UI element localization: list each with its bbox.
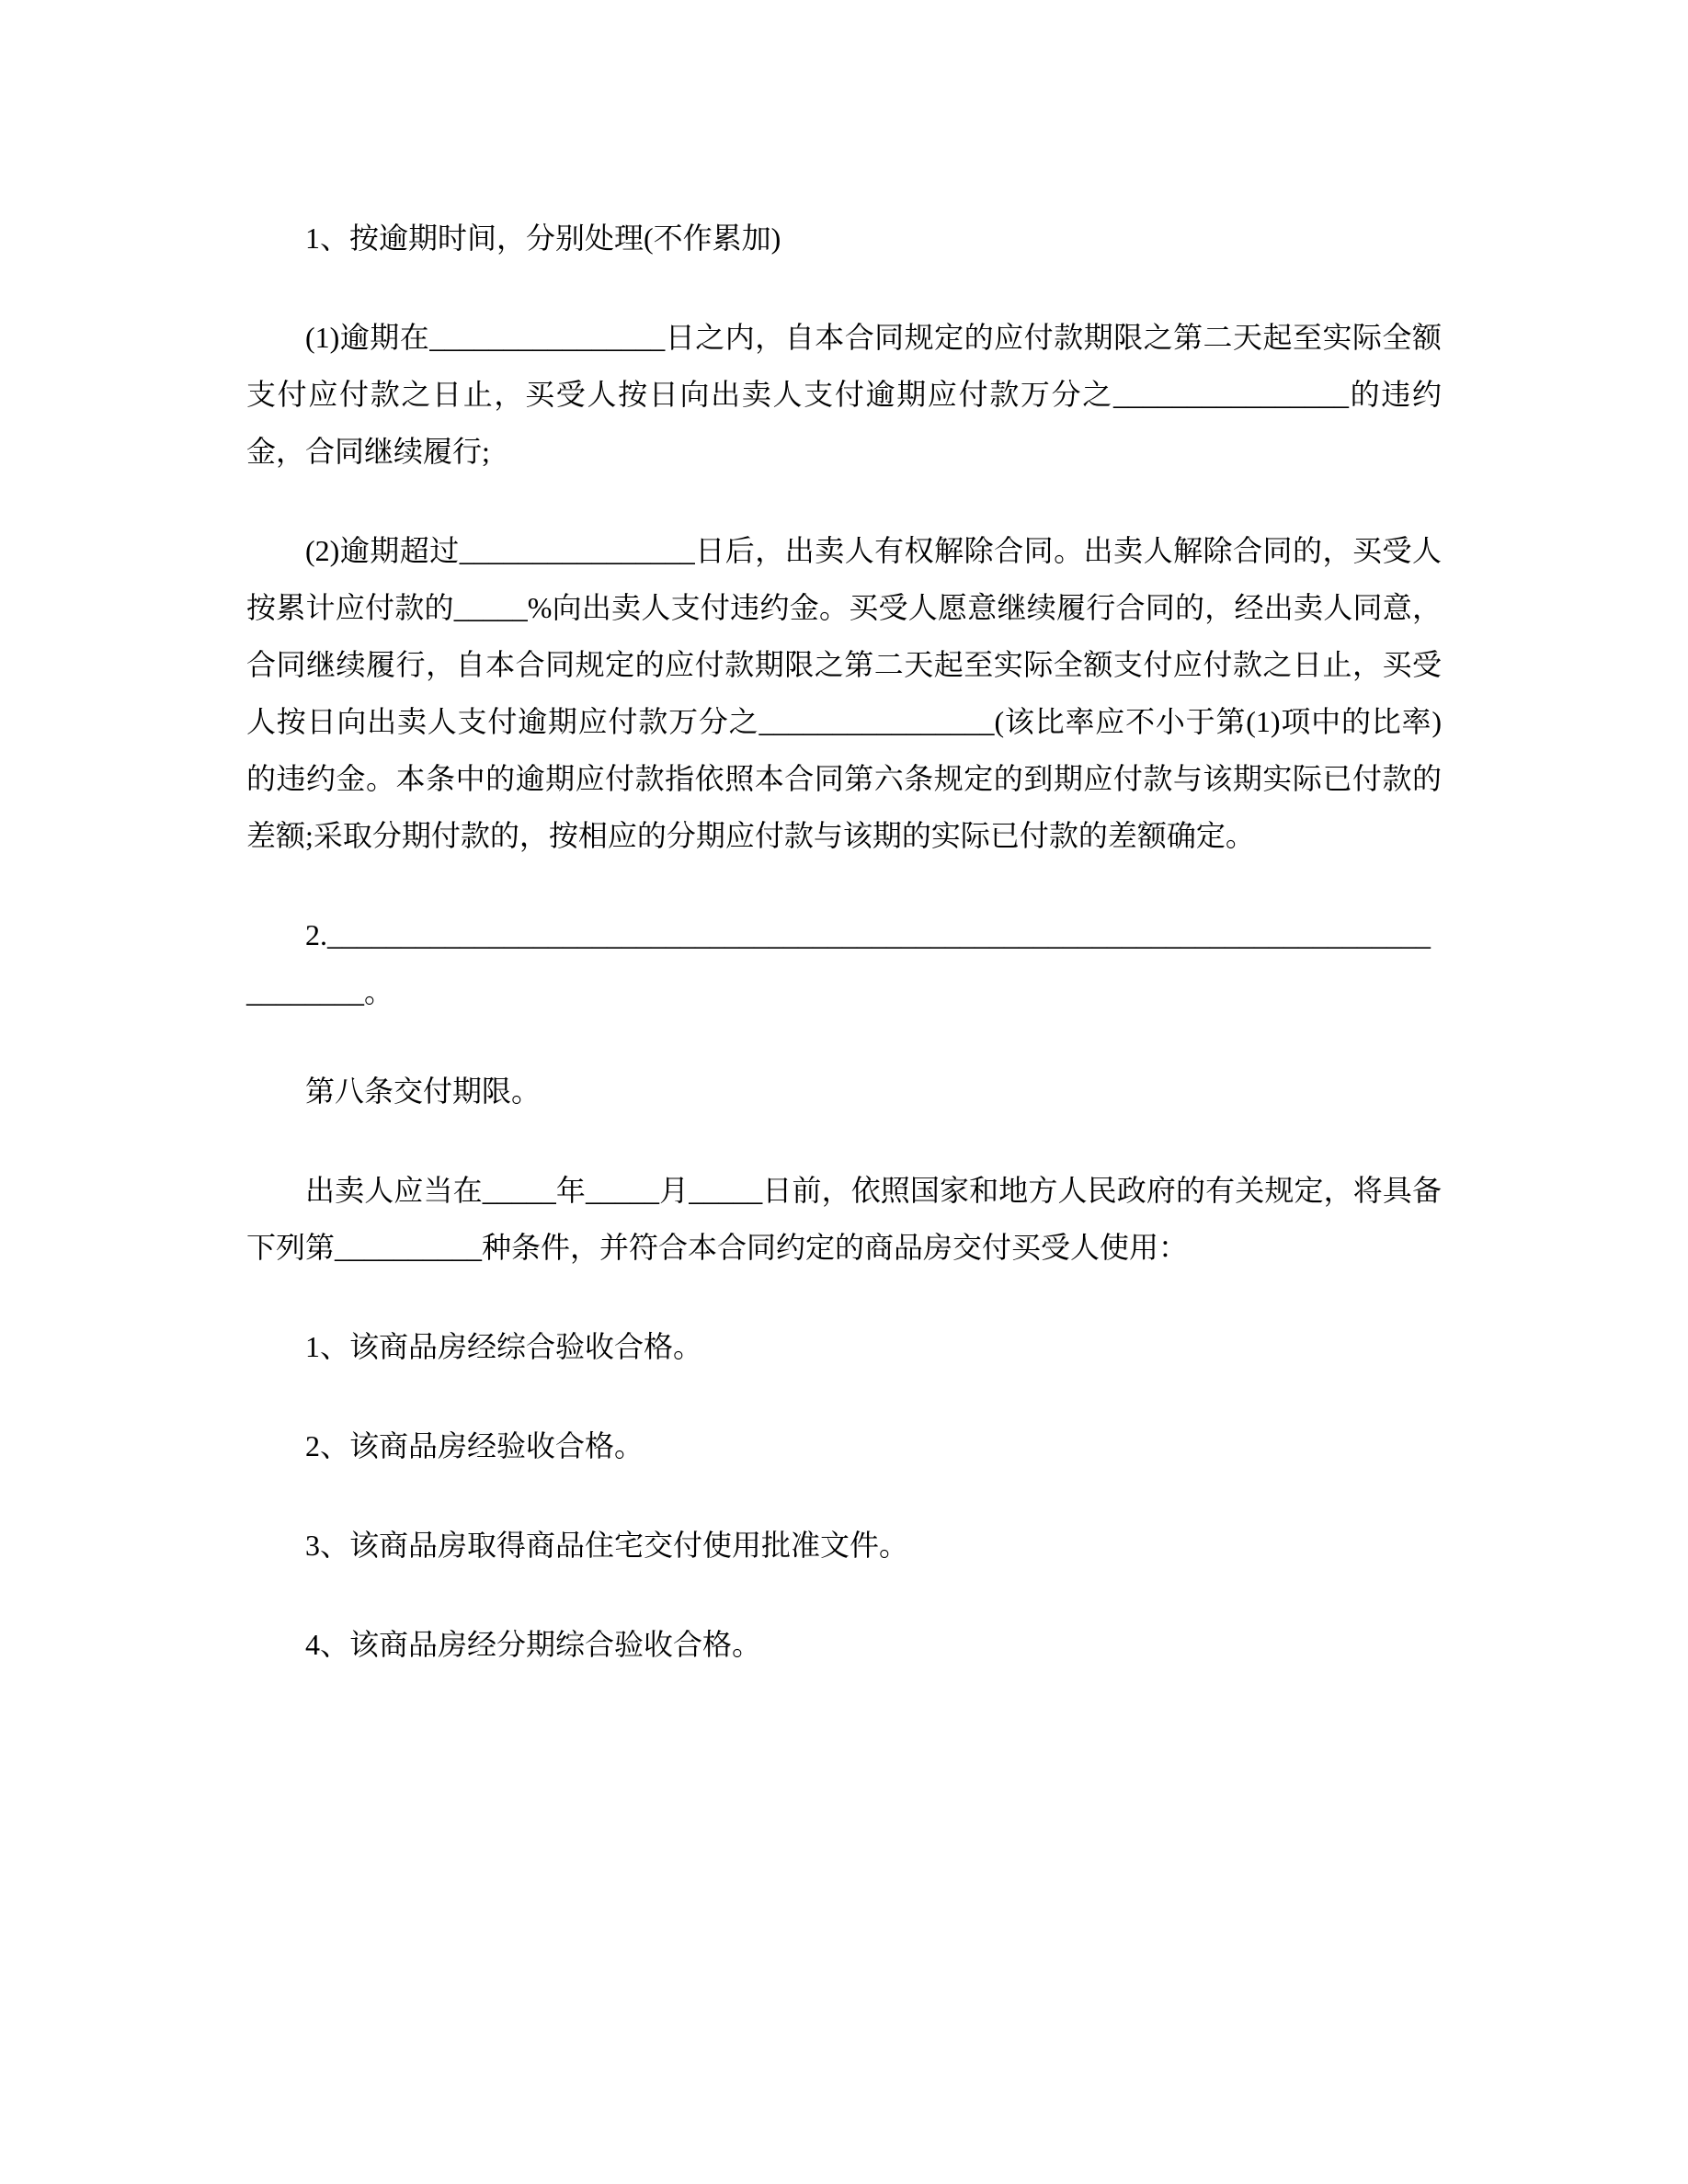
delivery-condition-2: 2、该商品房经验收合格。 [305, 1429, 644, 1462]
clause-overdue-item-1: (1)逾期在________________日之内，自本合同规定的应付款期限之第二天起至实际全额支付应付款之日止，买受人按日向出卖人支付逾期应付款万分之________________的违约金，合同继续履行; [246, 321, 1442, 468]
delivery-condition-4: 4、该商品房经分期综合验收合格。 [305, 1628, 762, 1661]
article-8-delivery-body: 出卖人应当在_____年_____月_____日前，依照国家和地方人民政府的有关规定，将具备下列第__________种条件，并符合本合同约定的商品房交付买受人使用： [246, 1174, 1442, 1264]
delivery-condition-3: 3、该商品房取得商品住宅交付使用批准文件。 [305, 1529, 909, 1562]
clause-overdue-item-2: (2)逾期超过________________日后，出卖人有权解除合同。出卖人解除合同的，买受人按累计应付款的_____%向出卖人支付违约金。买受人愿意继续履行合同的，经出卖人同意，合同继续履行，自本合同规定的应付款期限之第二天起至实际全额支付应付款之日止，买受人按日向出卖人支付逾期应付款万分之________________(该比率应不小于第(1)项中的比率)的违约金。本条中的逾期应付款指依照本合同第六条规定的到期应付款与该期实际已付款的差额;采取分期付款的，按相应的分期应付款与该期的实际已付款的差额确定。 [246, 534, 1442, 852]
clause-overdue-handling-intro: 1、按逾期时间，分别处理(不作累加) [305, 222, 781, 255]
delivery-condition-1: 1、该商品房经综合验收合格。 [305, 1330, 703, 1363]
article-8-title: 第八条交付期限。 [305, 1075, 542, 1108]
clause-overdue-item-blank: 2.___________________________________________________________________________________。 [246, 918, 1431, 1008]
